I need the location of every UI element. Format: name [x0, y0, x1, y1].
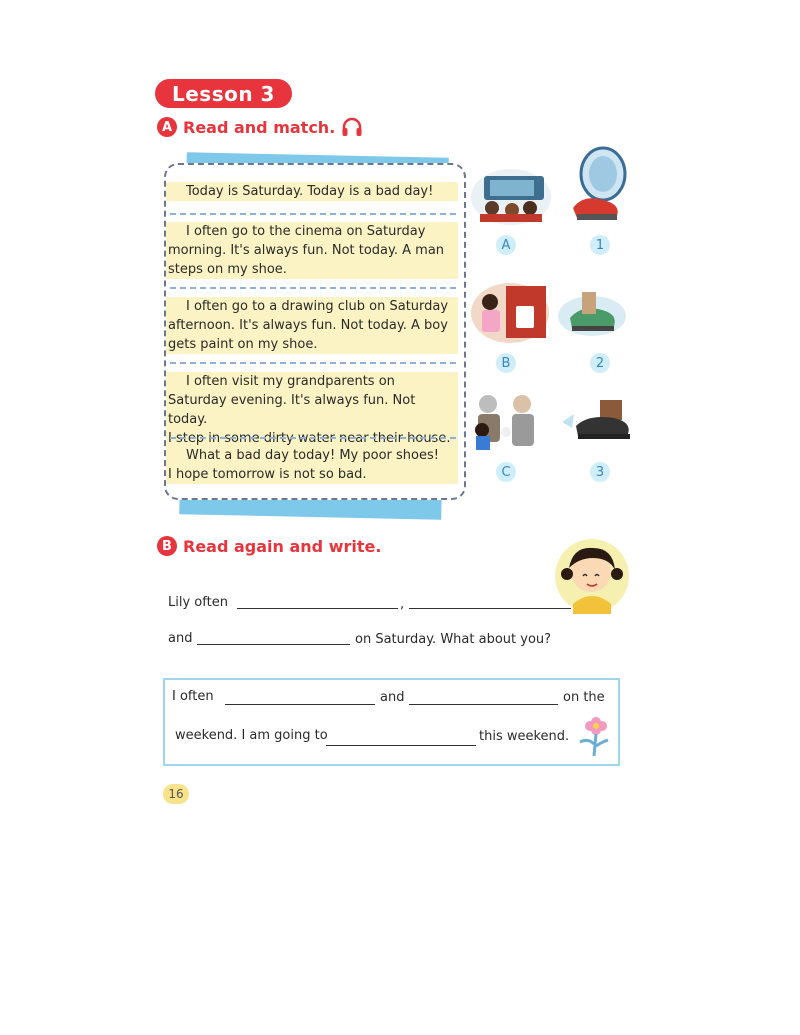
answer-blank-4[interactable] [225, 704, 375, 705]
section-a-heading [157, 117, 363, 137]
label-3: 3 [590, 462, 610, 482]
para-line: afternoon. It's always fun. Not today. A boy [168, 318, 448, 333]
para-line: Today is Saturday. Today is a bad day! [186, 184, 434, 199]
answer-blank-6[interactable] [326, 745, 476, 746]
para-line: I step in some dirty water near their house. [168, 431, 451, 446]
para-line: morning. It's always fun. Not today. A man [168, 243, 445, 258]
saturday-question: on Saturday. What about you? [355, 632, 552, 647]
divider [170, 213, 456, 215]
section-a-badge: A [157, 117, 177, 137]
lily-avatar [553, 538, 631, 614]
i-often-label: I often [172, 689, 214, 704]
paragraph-3 [166, 297, 458, 354]
paragraph-5 [166, 446, 458, 484]
label-b: B [496, 353, 516, 373]
para-line: I hope tomorrow is not so bad. [168, 467, 367, 482]
flower-decoration-icon [572, 712, 612, 760]
shoe-paint-picture [552, 284, 632, 342]
weekend-label: weekend. I am going to [175, 728, 328, 743]
para-line: gets paint on my shoe. [168, 337, 318, 352]
lesson-title: Lesson 3 [155, 79, 292, 108]
section-b-badge: B [157, 536, 177, 556]
paragraph-2 [166, 222, 458, 279]
para-line: I often visit my grandparents on [186, 374, 395, 389]
page-number: 16 [163, 784, 189, 804]
this-weekend-label: this weekend. [479, 729, 570, 744]
answer-blank-5[interactable] [409, 704, 558, 705]
shoe-water-picture [558, 396, 634, 446]
label-a: A [496, 235, 516, 255]
para-line: Saturday evening. It's always fun. Not today. [168, 393, 416, 427]
para-line: I often go to the cinema on Saturday [186, 224, 426, 239]
label-2: 2 [590, 353, 610, 373]
answer-blank-3[interactable] [197, 644, 350, 645]
para-line: steps on my shoe. [168, 262, 287, 277]
section-b-heading [157, 536, 381, 556]
grandparents-picture [466, 390, 546, 456]
para-line: What a bad day today! My poor shoes! [186, 448, 439, 463]
section-b-title: Read again and write. [183, 536, 382, 556]
divider [170, 287, 456, 289]
label-1: 1 [590, 235, 610, 255]
and-label: and [168, 631, 193, 646]
on-the-label: on the [563, 690, 605, 705]
divider [170, 362, 456, 364]
and-label-2: and [380, 690, 405, 705]
label-c: C [496, 462, 516, 482]
drawing-club-picture [470, 282, 550, 344]
headphones-icon[interactable] [341, 117, 363, 137]
paragraph-1 [166, 182, 458, 201]
shoe-stepped-picture [563, 146, 633, 226]
comma: , [400, 597, 405, 612]
answer-blank-2[interactable] [409, 608, 571, 609]
answer-blank-1[interactable] [237, 608, 398, 609]
lily-line-start: Lily often [168, 595, 228, 610]
para-line: I often go to a drawing club on Saturday [186, 299, 449, 314]
cinema-picture [470, 168, 552, 226]
divider [170, 437, 456, 439]
section-a-title: Read and match. [183, 117, 336, 137]
